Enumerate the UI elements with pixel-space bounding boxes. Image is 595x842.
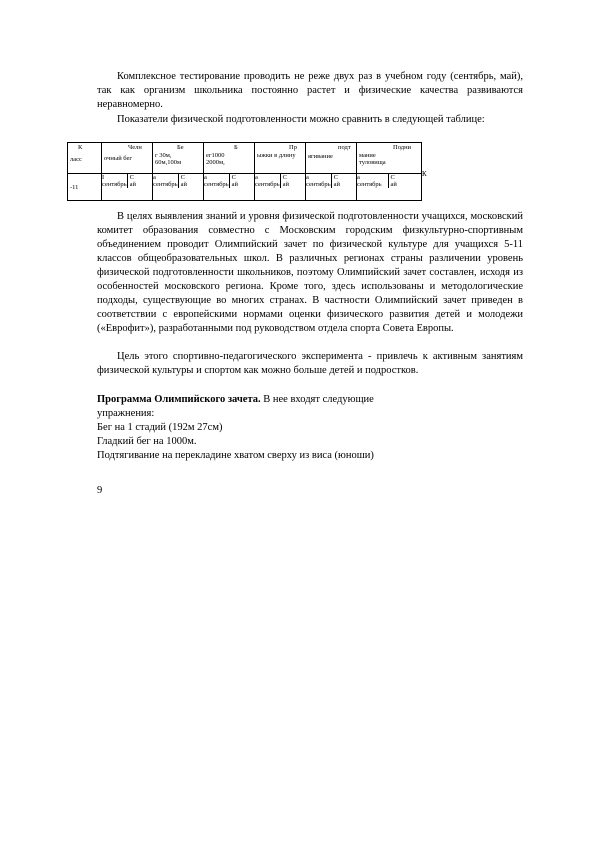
header-cell: Пр ыжки в длину — [255, 143, 306, 174]
table-edge-mark: К — [422, 170, 427, 178]
program-item: Бег на 1 стадий (192м 27см) — [97, 422, 223, 433]
sub-cell: С ай — [388, 174, 422, 188]
data-cell — [357, 174, 422, 201]
header-cell: Бе г 30м, 60м,100м — [153, 143, 204, 174]
table-data-row — [68, 174, 422, 201]
data-cell — [204, 174, 255, 201]
fitness-table — [67, 142, 422, 201]
data-cell — [255, 174, 306, 201]
sub-cell: С ай — [331, 174, 356, 188]
sub-cell: а сентябрь — [306, 174, 331, 188]
sub-cell: а сентябрь — [255, 174, 280, 188]
data-cell — [306, 174, 357, 201]
sub-cell: С ай — [280, 174, 305, 188]
sub-cell: а сентябрь — [357, 174, 382, 188]
header-cell: Б ег1000 2000м, — [204, 143, 255, 174]
body-paragraph: В целях выявления знаний и уровня физической подготовленности учащихся, московский комитет образования совместно с Московским городским физкультурно-спортивным объединением проводит Олимпийский зачет по физической культуре для учащихся 5-11 классов общеобразовательных школ. В различных регионах страны различении уровень физической подготовленности школьников, поэтому Олимпийский зачет составлен, исходя из особенностей московского региона. Кроме того, здесь использованы и методологические подходы, существующие во многих странах. В частности Олимпийский зачет приведен в соответствии с европейскими нормами оценки физического развития детей и молодежи («Еврофит»), разработанными под руководством отдела спорта Совета Европы. — [97, 211, 523, 334]
header-cell: подт ягивание — [306, 143, 357, 174]
program-title: Программа Олимпийского зачета. — [97, 394, 261, 405]
sub-cell: С ай — [178, 174, 203, 188]
sub-cell: а сентябрь — [204, 174, 229, 188]
header-cell: Подни мание туловища — [357, 143, 422, 174]
program-title-rest: В нее входят следующие — [260, 394, 374, 405]
intro-paragraph: Комплексное тестирование проводить не реже двух раз в учебном году (сентябрь, май), так как организм школьника постоянно растет и физические качества развиваются неравномерно. — [97, 71, 523, 110]
program-item: Подтягивание на перекладине хватом сверху из виса (юноши) — [97, 450, 374, 461]
table-intro-paragraph: Показатели физической подготовленности можно сравнить в следующей таблице: — [117, 114, 485, 125]
sub-cell: С ай — [229, 174, 254, 188]
program-line: упражнения: — [97, 408, 155, 419]
header-cell: К ласс — [68, 143, 102, 174]
page-number: 9 — [97, 485, 103, 496]
class-cell: -11 — [68, 174, 102, 201]
header-cell: Челн очный бег — [102, 143, 153, 174]
sub-cell: С ай — [127, 174, 152, 188]
data-cell — [102, 174, 153, 201]
sub-cell: а сентябрь — [153, 174, 178, 188]
program-heading-line — [97, 393, 374, 407]
sub-cell: I сентябрь — [102, 174, 127, 188]
table-header-row — [68, 143, 422, 174]
program-item: Гладкий бег на 1000м. — [97, 436, 197, 447]
goal-paragraph: Цель этого спортивно-педагогического эксперимента - привлечь к активным занятиям физической культуры и спортом как можно больше детей и подростков. — [97, 351, 523, 376]
data-cell — [153, 174, 204, 201]
